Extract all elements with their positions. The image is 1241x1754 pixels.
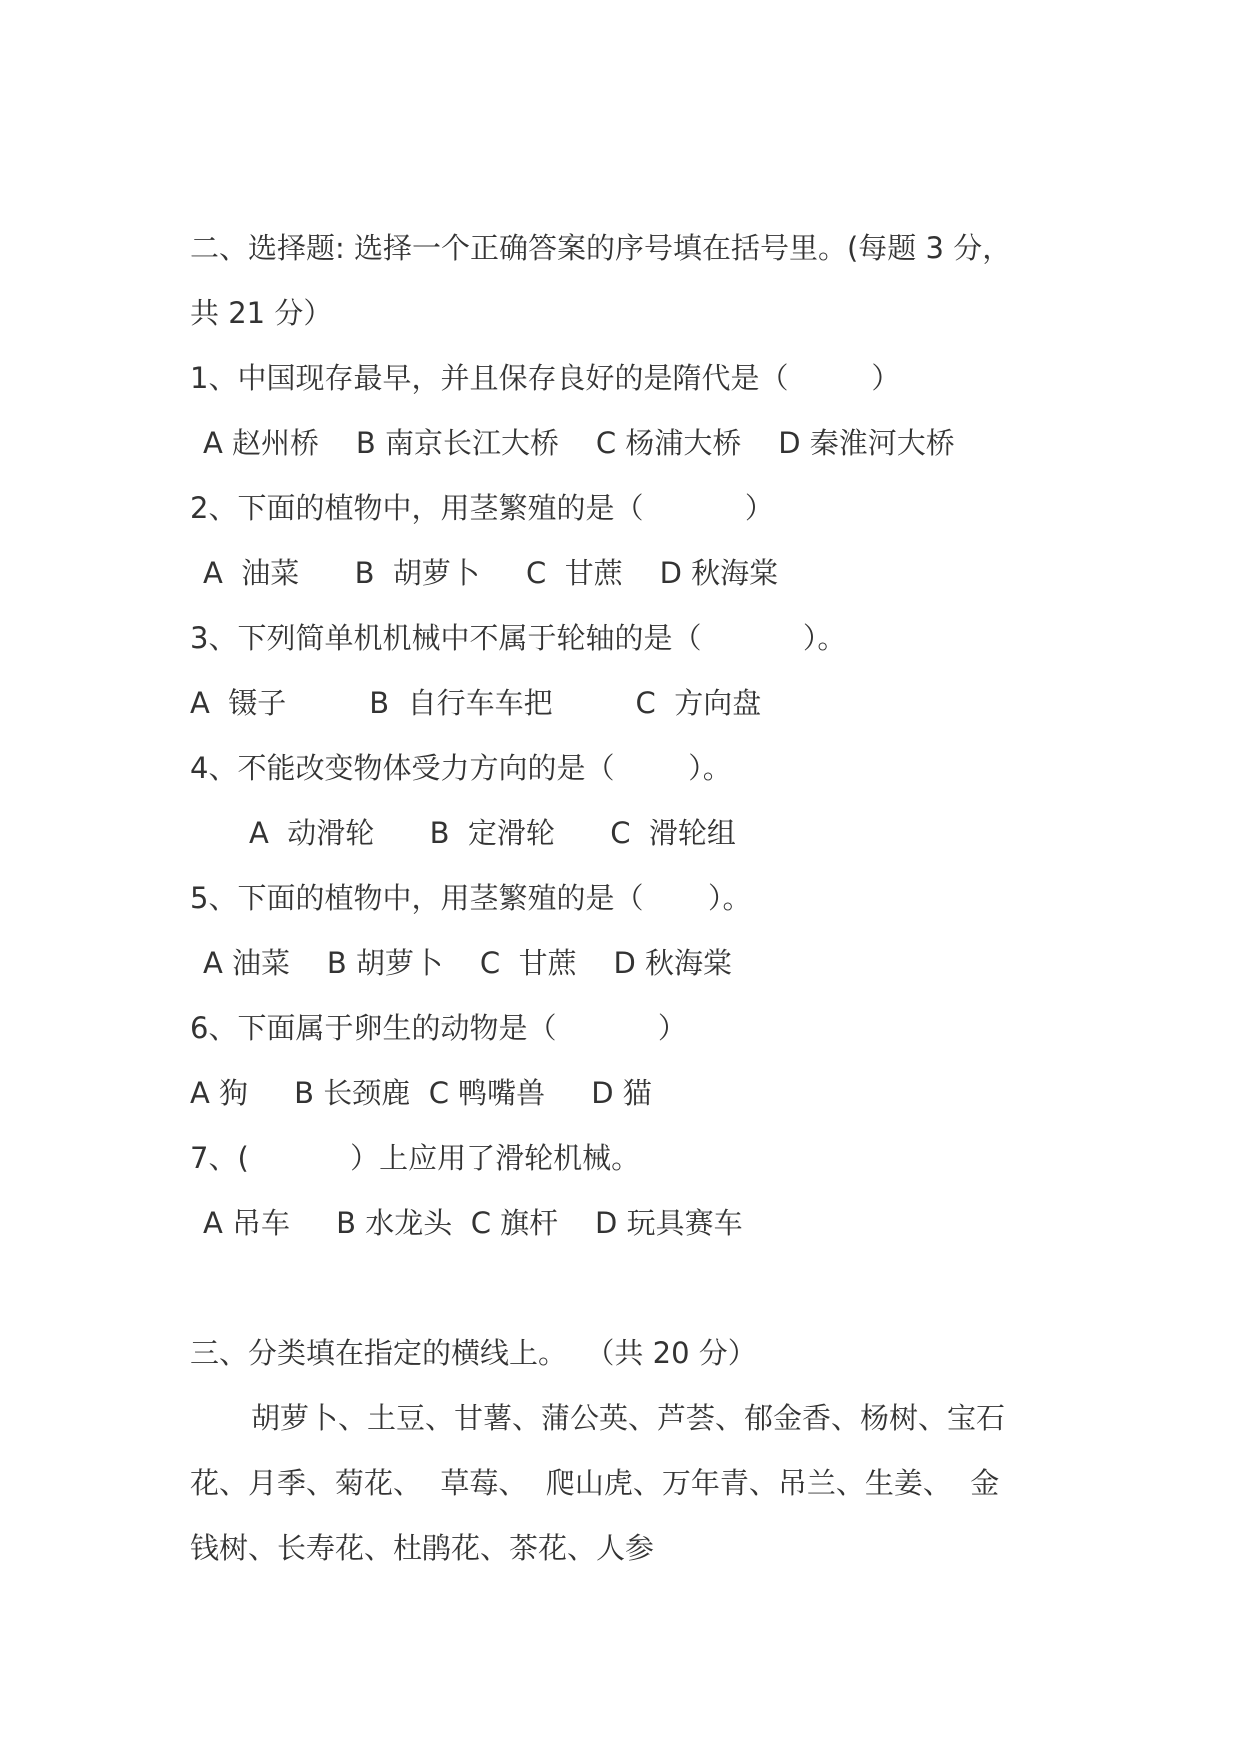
- question-2-options: A 油菜 B 胡萝卜 C 甘蔗 D 秋海棠: [203, 556, 779, 590]
- question-4-stem: 4、不能改变物体受力方向的是（ ）。: [190, 751, 732, 785]
- question-4-options: A 动滑轮 B 定滑轮 C 滑轮组: [249, 816, 736, 850]
- section-2-heading: 二、选择题: 选择一个正确答案的序号填在括号里。(每题 3 分，: [190, 231, 1012, 265]
- question-1-stem: 1、中国现存最早，并且保存良好的是隋代是（ ）: [190, 361, 901, 395]
- section-3-heading: 三、分类填在指定的横线上。 （共 20 分）: [190, 1336, 757, 1370]
- question-7-stem: 7、( ）上应用了滑轮机械。: [190, 1141, 641, 1175]
- question-6-options: A 狗 B 长颈鹿 C 鸭嘴兽 D 猫: [190, 1076, 652, 1110]
- question-2-stem: 2、下面的植物中，用茎繁殖的是（ ）: [190, 491, 774, 525]
- question-1-options: A 赵州桥 B 南京长江大桥 C 杨浦大桥 D 秦淮河大桥: [203, 426, 955, 460]
- question-5-options: A 油菜 B 胡萝卜 C 甘蔗 D 秋海棠: [203, 946, 733, 980]
- section-3-word-list-line-1: 胡萝卜、土豆、甘薯、蒲公英、芦荟、郁金香、杨树、宝石: [251, 1401, 1006, 1435]
- question-7-options: A 吊车 B 水龙头 C 旗杆 D 玩具赛车: [203, 1206, 743, 1240]
- question-3-stem: 3、下列简单机机械中不属于轮轴的是（ ）。: [190, 621, 847, 655]
- section-2-heading-continued: 共 21 分）: [190, 296, 333, 330]
- question-3-options: A 镊子 B 自行车车把 C 方向盘: [190, 686, 762, 720]
- section-3-word-list-line-2: 花、月季、菊花、 草莓、 爬山虎、万年青、吊兰、生姜、 金: [190, 1466, 1000, 1500]
- question-6-stem: 6、下面属于卵生的动物是（ ）: [190, 1011, 687, 1045]
- question-5-stem: 5、下面的植物中，用茎繁殖的是（ ）。: [190, 881, 752, 915]
- section-3-word-list-line-3: 钱树、长寿花、杜鹃花、茶花、人参: [190, 1531, 655, 1565]
